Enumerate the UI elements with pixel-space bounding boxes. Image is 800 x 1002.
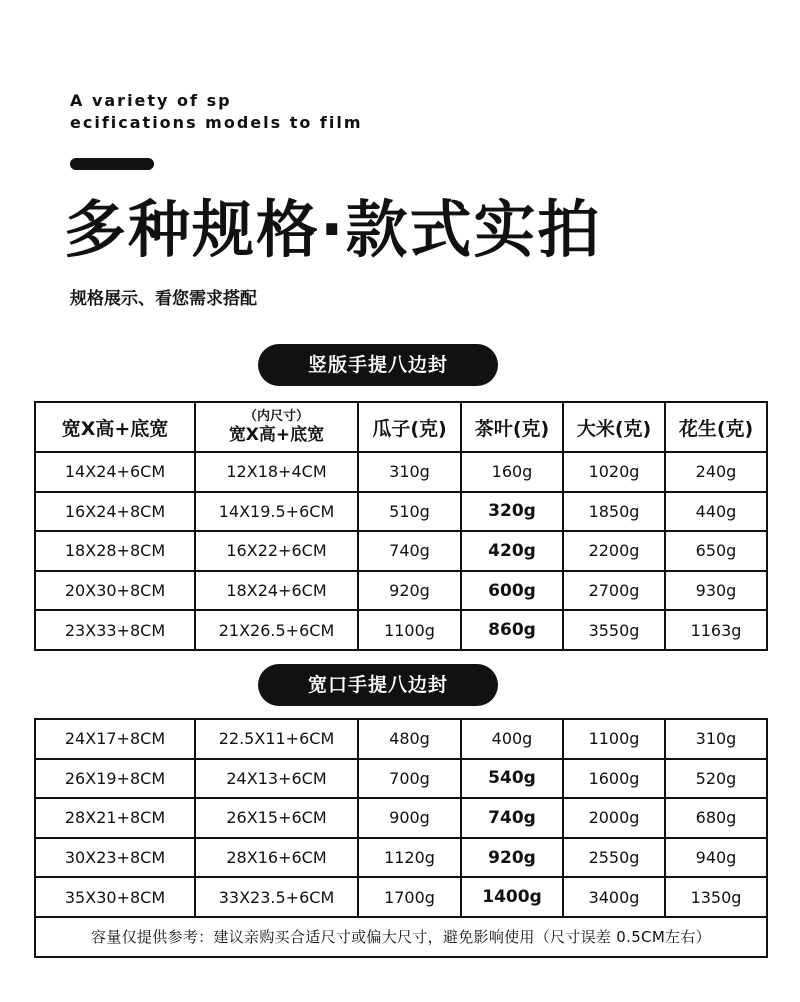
cell-seeds: 700g (358, 759, 461, 799)
table-row (35, 838, 767, 878)
cell-tea: 540g (461, 759, 563, 799)
english-title (70, 90, 363, 134)
cell-outer: 28X21+8CM (35, 798, 195, 838)
cell-peanut: 1163g (665, 610, 767, 650)
cell-outer: 23X33+8CM (35, 610, 195, 650)
cell-peanut: 930g (665, 571, 767, 611)
cell-tea: 920g (461, 838, 563, 878)
page-title: 多种规格·款式实拍 (64, 193, 602, 266)
cell-inner: 14X19.5+6CM (195, 492, 358, 532)
cell-seeds: 1120g (358, 838, 461, 878)
cell-seeds: 510g (358, 492, 461, 532)
section-label-vertical-bags: 竖版手提八边封 (258, 344, 498, 386)
cell-tea: 160g (461, 452, 563, 492)
cell-peanut: 440g (665, 492, 767, 532)
cell-tea: 1400g (461, 877, 563, 917)
cell-seeds: 1700g (358, 877, 461, 917)
cell-peanut: 240g (665, 452, 767, 492)
header-peanut: 花生(克) (665, 402, 767, 452)
spec-table-wide (34, 718, 768, 958)
cell-rice: 2200g (563, 531, 665, 571)
cell-peanut: 680g (665, 798, 767, 838)
capacity-note: 容量仅提供参考：建议亲购买合适尺寸或偏大尺寸，避免影响使用（尺寸误差 0.5CM左右） (35, 917, 767, 957)
cell-inner: 26X15+6CM (195, 798, 358, 838)
cell-seeds: 480g (358, 719, 461, 759)
cell-rice: 1100g (563, 719, 665, 759)
header-inner-size (195, 402, 358, 452)
cell-seeds: 310g (358, 452, 461, 492)
spec-table-vertical (34, 401, 768, 651)
cell-rice: 3400g (563, 877, 665, 917)
cell-seeds: 900g (358, 798, 461, 838)
cell-outer: 20X30+8CM (35, 571, 195, 611)
cell-outer: 18X28+8CM (35, 531, 195, 571)
cell-peanut: 520g (665, 759, 767, 799)
cell-tea: 860g (461, 610, 563, 650)
page-subtitle: 规格展示、看您需求搭配 (70, 289, 257, 309)
cell-tea: 420g (461, 531, 563, 571)
header-outer-size: 宽X高+底宽 (35, 402, 195, 452)
table-row (35, 452, 767, 492)
table-header-row (35, 402, 767, 452)
header-rice: 大米(克) (563, 402, 665, 452)
cell-seeds: 740g (358, 531, 461, 571)
table-row (35, 719, 767, 759)
cell-inner: 22.5X11+6CM (195, 719, 358, 759)
cell-outer: 30X23+8CM (35, 838, 195, 878)
table-note-row (35, 917, 767, 957)
table-row (35, 610, 767, 650)
cell-rice: 1600g (563, 759, 665, 799)
english-title-line-1: A variety of sp (70, 91, 232, 110)
header-inner-label: 宽X高+底宽 (228, 425, 325, 445)
cell-seeds: 920g (358, 571, 461, 611)
table-row (35, 492, 767, 532)
header-inner-note: （内尺寸） (243, 409, 309, 424)
cell-tea: 740g (461, 798, 563, 838)
table-row (35, 798, 767, 838)
accent-bar (70, 158, 154, 170)
english-title-line-2: ecifications models to film (70, 113, 363, 132)
cell-outer: 24X17+8CM (35, 719, 195, 759)
cell-tea: 400g (461, 719, 563, 759)
header-tea: 茶叶(克) (461, 402, 563, 452)
table-row (35, 571, 767, 611)
cell-inner: 33X23.5+6CM (195, 877, 358, 917)
section-label-wide-bags: 宽口手提八边封 (258, 664, 498, 706)
cell-tea: 600g (461, 571, 563, 611)
cell-outer: 35X30+8CM (35, 877, 195, 917)
cell-inner: 18X24+6CM (195, 571, 358, 611)
cell-inner: 24X13+6CM (195, 759, 358, 799)
cell-peanut: 1350g (665, 877, 767, 917)
cell-rice: 1020g (563, 452, 665, 492)
cell-outer: 14X24+6CM (35, 452, 195, 492)
table-row (35, 759, 767, 799)
cell-inner: 28X16+6CM (195, 838, 358, 878)
cell-peanut: 650g (665, 531, 767, 571)
cell-outer: 26X19+8CM (35, 759, 195, 799)
cell-inner: 21X26.5+6CM (195, 610, 358, 650)
cell-tea: 320g (461, 492, 563, 532)
table-row (35, 877, 767, 917)
cell-inner: 12X18+4CM (195, 452, 358, 492)
cell-outer: 16X24+8CM (35, 492, 195, 532)
table-row (35, 531, 767, 571)
cell-rice: 2550g (563, 838, 665, 878)
cell-rice: 2000g (563, 798, 665, 838)
cell-peanut: 940g (665, 838, 767, 878)
cell-peanut: 310g (665, 719, 767, 759)
header-seeds: 瓜子(克) (358, 402, 461, 452)
cell-rice: 1850g (563, 492, 665, 532)
cell-seeds: 1100g (358, 610, 461, 650)
cell-inner: 16X22+6CM (195, 531, 358, 571)
cell-rice: 3550g (563, 610, 665, 650)
cell-rice: 2700g (563, 571, 665, 611)
